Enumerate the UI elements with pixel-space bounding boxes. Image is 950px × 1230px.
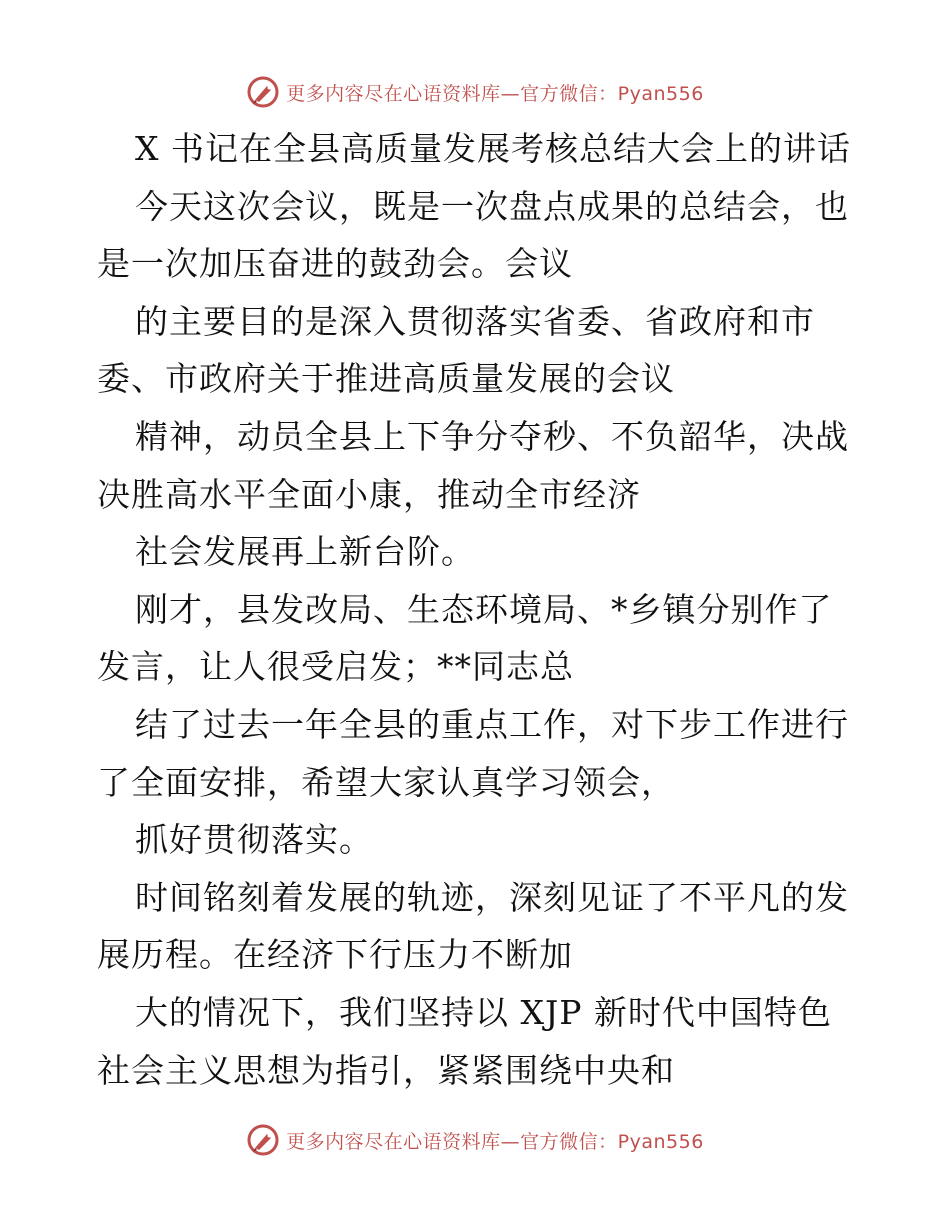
- text-line: 的主要目的是深入贯彻落实省委、省政府和市: [135, 301, 815, 341]
- text-line: 展历程。在经济下行压力不断加: [97, 935, 573, 975]
- text-line: 决胜高水平全面小康，推动全市经济: [97, 474, 641, 514]
- text-line: X 书记在全县高质量发展考核总结大会上的讲话: [135, 129, 851, 168]
- footer-watermark: [0, 1120, 950, 1160]
- watermark-text: 更多内容尽在心语资料库—官方微信：Pyan556: [286, 1130, 704, 1153]
- text-line: 发言，让人很受启发；**同志总: [97, 647, 574, 687]
- text-line: 社会发展再上新台阶。: [135, 532, 475, 572]
- text-line: 精神，动员全县上下争分夺秒、不负韶华，决战: [135, 416, 849, 456]
- text-line: 委、市政府关于推进高质量发展的会议: [97, 359, 675, 399]
- text-line: 大的情况下，我们坚持以 XJP 新时代中国特色: [135, 992, 832, 1032]
- text-line: 社会主义思想为指引，紧紧围绕中央和: [97, 1050, 675, 1090]
- document-body: [97, 120, 857, 1099]
- pen-logo-icon: [246, 75, 280, 109]
- watermark-text: 更多内容尽在心语资料库—官方微信：Pyan556: [286, 82, 704, 105]
- pen-logo-icon: [246, 1123, 280, 1157]
- text-line: 是一次加压奋进的鼓劲会。会议: [97, 244, 573, 284]
- text-line: 刚才，县发改局、生态环境局、*乡镇分别作了: [135, 589, 833, 629]
- text-line: 今天这次会议，既是一次盘点成果的总结会，也: [135, 186, 849, 226]
- text-line: 结了过去一年全县的重点工作，对下步工作进行: [135, 704, 849, 744]
- text-line: 抓好贯彻落实。: [135, 820, 373, 860]
- text-line: 时间铭刻着发展的轨迹，深刻见证了不平凡的发: [135, 877, 849, 917]
- text-line: 了全面安排，希望大家认真学习领会，: [97, 762, 675, 802]
- header-watermark: [0, 72, 950, 112]
